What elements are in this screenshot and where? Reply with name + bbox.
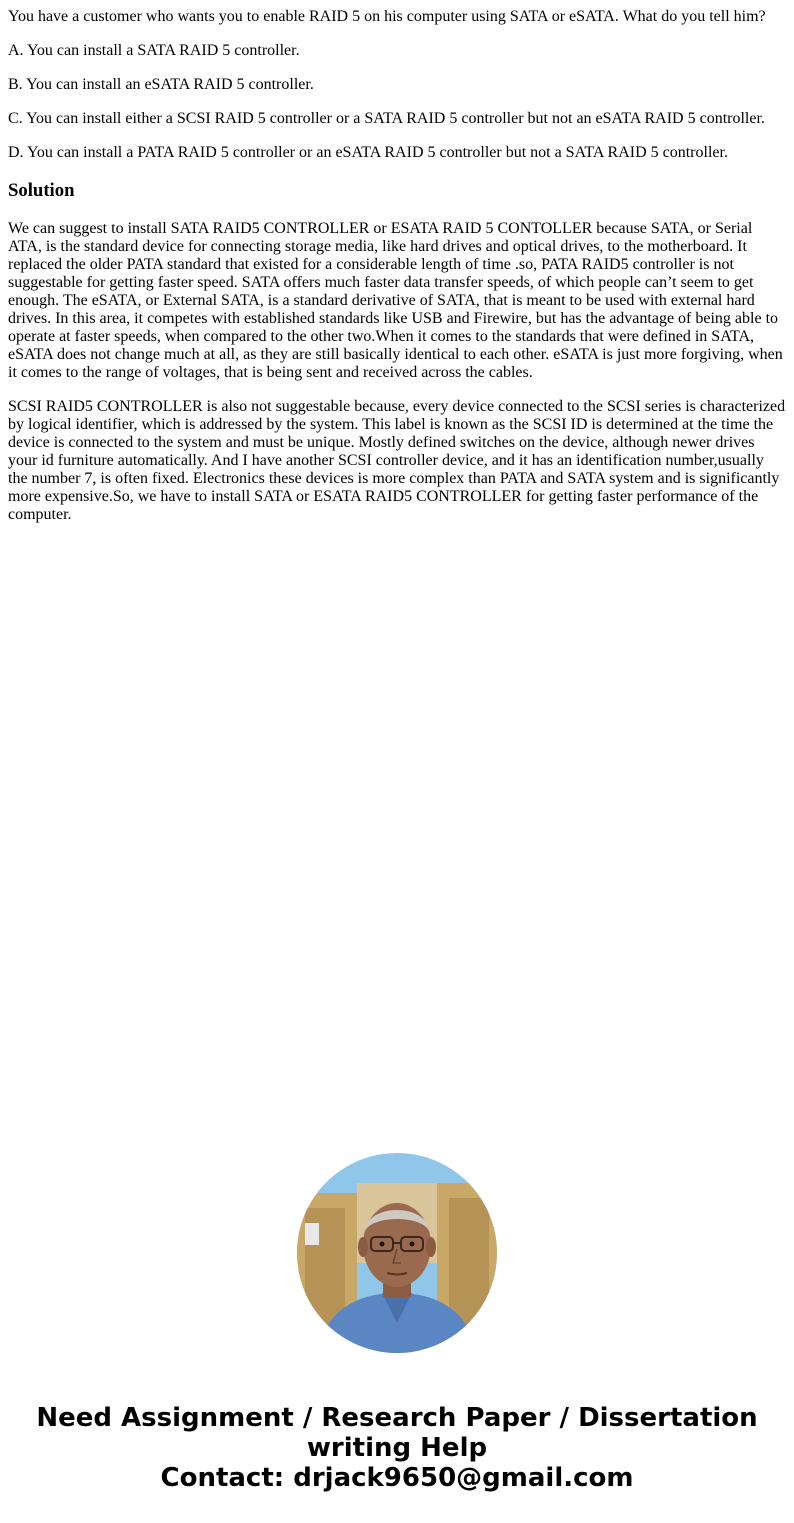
author-portrait-image: [297, 1153, 497, 1353]
option-c: C. You can install either a SCSI RAID 5 controller or a SATA RAID 5 controller but not an eSATA RAID 5 controller.: [8, 110, 765, 127]
option-b: B. You can install an eSATA RAID 5 controller.: [8, 76, 314, 93]
footer-banner: [0, 1403, 794, 1493]
document-body: [8, 0, 786, 540]
option-a: A. You can install a SATA RAID 5 controller.: [8, 42, 300, 59]
footer-line-1: Need Assignment / Research Paper / Dissertation: [36, 1403, 758, 1433]
solution-heading: Solution: [8, 180, 75, 201]
option-d: D. You can install a PATA RAID 5 controller or an eSATA RAID 5 controller but not a SATA RAID 5 controller.: [8, 144, 728, 161]
footer-contact: Contact: drjack9650@gmail.com: [160, 1463, 634, 1493]
footer-line-2: writing Help: [306, 1433, 488, 1463]
question-text: You have a customer who wants you to enable RAID 5 on his computer using SATA or eSATA. What do you tell him?: [8, 8, 766, 25]
author-avatar: [297, 1153, 497, 1353]
solution-paragraph-1: We can suggest to install SATA RAID5 CONTROLLER or ESATA RAID 5 CONTOLLER because SATA, or Serial ATA, is the standard device for connecting storage media, like hard drives and optical drives, to the motherboard. It replaced the older PATA standard that existed for a considerable length of time .so, PATA RAID5 controller is not suggestable for getting faster speed. SATA offers much faster data transfer speeds, of which people can’t seem to get enough. The eSATA, or External SATA, is a standard derivative of SATA, that is meant to be used with external hard drives. In this area, it competes with established standards like USB and Firewire, but has the advantage of being able to operate at faster speeds, when compared to the other two.When it comes to the standards that were defined in SATA, eSATA does not change much at all, as they are still basically identical to each other. eSATA is just more forgiving, when it comes to the range of voltages, that is being sent and received across the cables.: [8, 220, 783, 381]
solution-paragraph-2: SCSI RAID5 CONTROLLER is also not suggestable because, every device connected to the SCSI series is characterized by logical identifier, which is addressed by the system. This label is known as the SCSI ID is determined at the time the device is connected to the system and must be unique. Mostly defined switches on the device, although newer drives your id furniture automatically. And I have another SCSI controller device, and it has an identification number,usually the number 7, is often fixed. Electronics these devices is more complex than PATA and SATA system and is significantly more expensive.So, we have to install SATA or ESATA RAID5 CONTROLLER for getting faster performance of the computer.: [8, 398, 786, 523]
